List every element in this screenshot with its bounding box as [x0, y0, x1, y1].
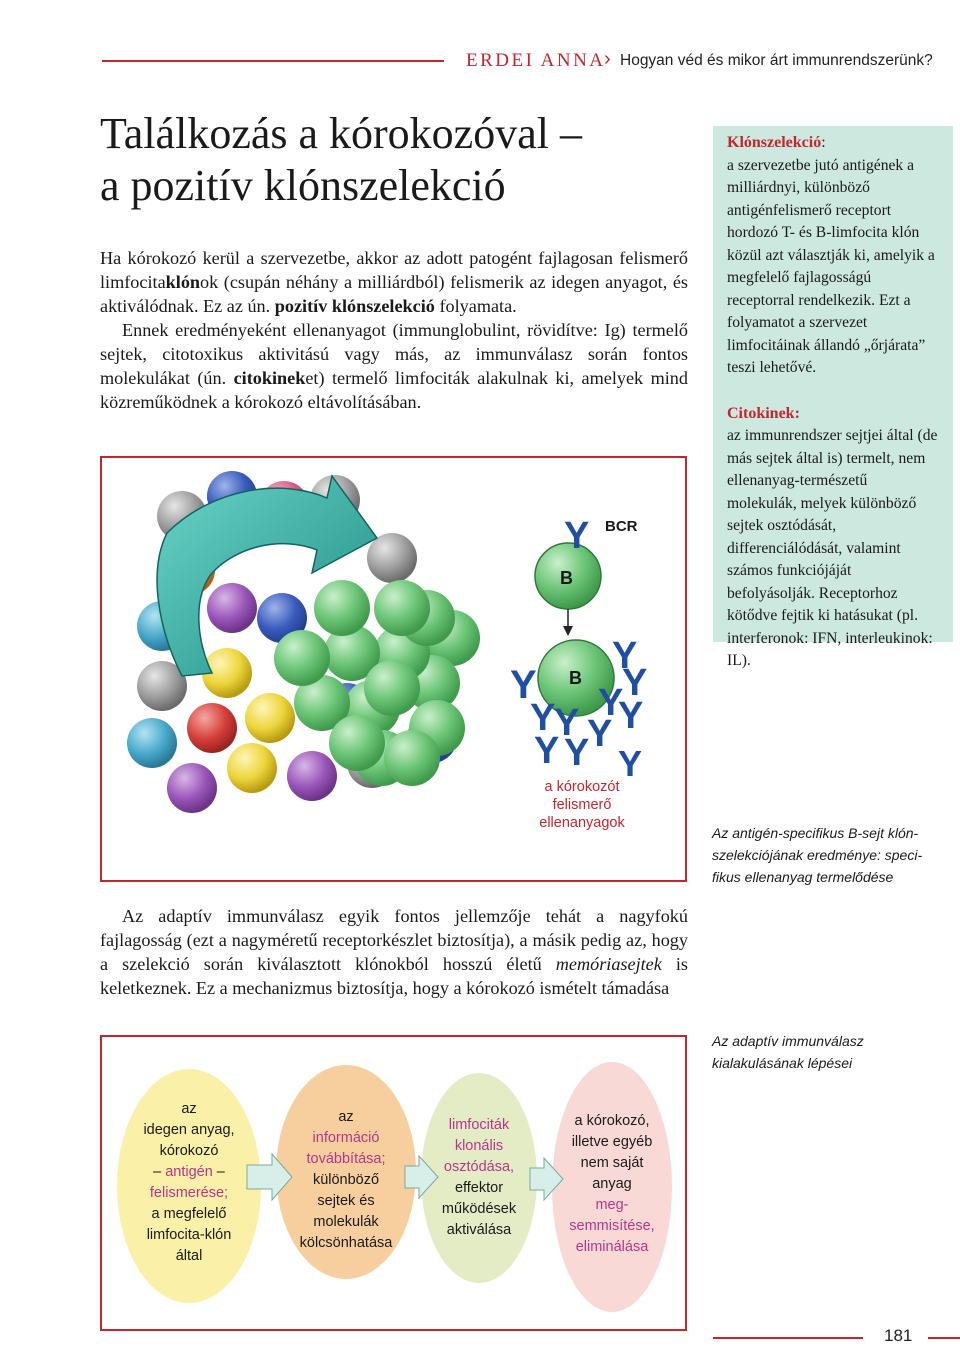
figure2-caption: Az adaptív immunválasz kialakulásának lépései [712, 1033, 864, 1071]
footer-rule-left [713, 1337, 863, 1339]
svg-text:Y: Y [622, 662, 648, 704]
sidebar-text-citokinek: az immunrendszer sejtjei által (de más sejtek által is) termelt, nem ellenanyag-természetű molekulák, melyek különböző sejtek osztódását, differenciálódását, valamint számos funkciójáját befolyásolják. Receptorhoz kötődve fejtik ki hatásukat (pl. interferonok: IFN, interleukinok: IL). [727, 427, 938, 669]
p1-term-klon: klón [165, 272, 201, 292]
antibody-label: a kórokozót felismerő ellenanyagok [539, 779, 625, 831]
svg-text:Y: Y [564, 515, 590, 557]
bcr-label: BCR [605, 518, 638, 535]
body-paragraph-3 [100, 904, 688, 1000]
figure-adaptive-steps [100, 1035, 687, 1331]
section-title-line1: Találkozás a kórokozóval – [100, 109, 582, 158]
svg-text:Y: Y [564, 732, 590, 774]
step2-text: az információ továbbítása; különböző sejtek és molekulák kölcsönhatása [299, 1109, 393, 1251]
footer-rule-right [928, 1337, 960, 1339]
svg-text:Y: Y [612, 635, 638, 677]
section-title-line2: a pozitív klónszelekció [100, 161, 506, 210]
sidebar-heading-klonszelekcio: Klónszelekció: [727, 134, 826, 151]
header-book-title: Hogyan véd és mikor árt immunrendszerünk? [620, 52, 933, 69]
paragraph-3: Az adaptív immunválasz egyik fontos jellemzője tehát a nagyfokú fajlagosság (ezt a nagyméretű receptorkészlet biztosítja), a másik pedig az, hogy a szelekció során kiválasztott klónokból hosszú életű memóriasejtek is keletkeznek. Ez a mechanizmus biztosítja, hogy a kórokozó ismételt támadása [100, 906, 688, 998]
svg-text:Y: Y [530, 697, 556, 739]
svg-text:Y: Y [618, 743, 643, 784]
p1-text-c: ok (csupán néhány a milliárdból) felismerik az idegen anyagot, és aktiválódnak. Ez az ún. [100, 272, 688, 316]
header-chevron-icon: › [604, 48, 611, 70]
sidebar-heading-citokinek: Citokinek: [727, 404, 800, 422]
differentiation-arrowhead-icon [563, 626, 573, 636]
step4-text: a kórokozó, illetve egyéb nem saját anyag meg- semmisítése, eliminálása [569, 1113, 655, 1255]
header-rule [102, 60, 444, 62]
page-number: 181 [884, 1326, 913, 1345]
p2-text-c: et) termelő limfociták alakulnak ki, amelyek mind közreműködnek a kórokozó eltávolításában. [100, 368, 688, 412]
header-author: ERDEI ANNA [466, 50, 606, 71]
p1-term-pozitiv: pozitív klónszelekció [274, 296, 435, 316]
definition-sidebar [713, 126, 953, 669]
p2-text-a: Ennek eredményeként ellenanyagot (immunglobulint, rövidítve: Ig) termelő sejtek, citotoxikus aktivitású vagy más, az immunválasz során fontos molekulákat (ún. [100, 320, 688, 388]
b-cell-label: B [560, 568, 573, 588]
step3-text: limfociták klonális osztódása, effektor működések aktiválása [441, 1117, 517, 1238]
p3-term-memoriasejtek: memóriasejtek [555, 954, 662, 974]
svg-text:Y: Y [554, 702, 580, 744]
svg-text:Y: Y [534, 730, 560, 772]
svg-text:Y: Y [587, 713, 613, 755]
paragraph-2 [100, 318, 688, 414]
svg-text:Y: Y [598, 682, 624, 724]
p1-text-a: Ha kórokozó kerül a szervezetbe, akkor az adott patogént fajlagosan felismerő limfocita [100, 248, 688, 292]
b-cell-label-2: B [569, 668, 582, 688]
p1-text-e: folyamata. [434, 296, 517, 316]
paragraph-1 [100, 246, 688, 318]
sidebar-text-klonszelekcio: a szervezetbe jutó antigének a milliárdnyi, különböző antigénfelismerő receptort hordozó T- és B-limfocita klón közül azt választják ki, amelyik a megfelelő fajlagosságú receptorral rendelkezik. Ezt a folyamatot a szervezet limfocitáinak állandó „őrjárata” teszi lehetővé. [727, 156, 935, 376]
figure1-caption: Az antigén-specifikus B-sejt klón- szelekciójának eredménye: speci- fikus ellenanyag termelődése [712, 825, 923, 885]
svg-text:Y: Y [618, 695, 644, 737]
p2-term-citokinek: citokinek [233, 368, 306, 388]
step1-text: az idegen anyag, kórokozó – antigén – felismerése; a megfelelő limfocita-klón által [143, 1101, 235, 1264]
svg-text:Y: Y [510, 663, 537, 707]
body-paragraphs [100, 246, 688, 414]
section-title [100, 108, 582, 212]
figure-clonal-selection [100, 456, 687, 882]
